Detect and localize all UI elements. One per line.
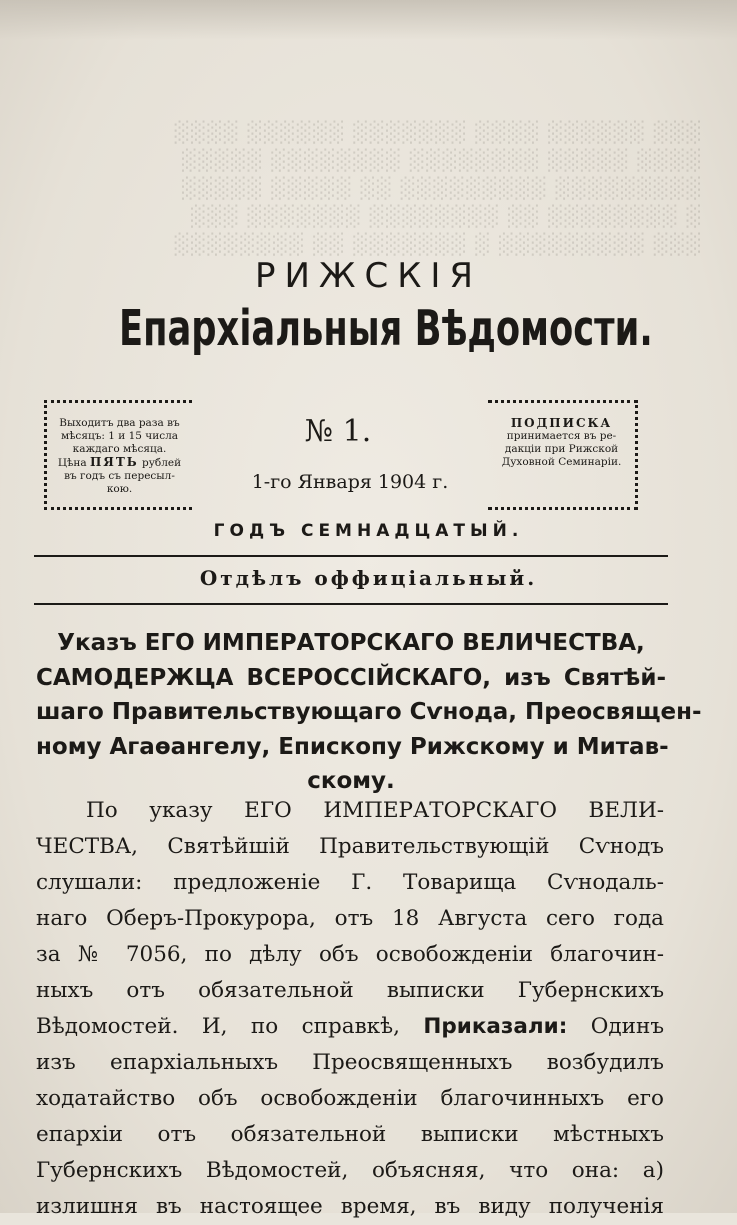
decree-heading-line: скому. (307, 768, 395, 794)
body-text: Одинъ (590, 1014, 664, 1039)
subscription-info-box (488, 400, 638, 510)
body-line-mixed (36, 1009, 664, 1045)
subscription-line2: принимается въ ре- (506, 430, 617, 442)
issue-date: 1-го Января 1904 г. (251, 471, 449, 493)
publication-frequency-line3: каждаго мѣсяца. (72, 443, 167, 455)
masthead-title-line1: РИЖСКІЯ (254, 256, 483, 296)
divider-bottom (34, 603, 668, 605)
body-line: По указу ЕГО ИМПЕРАТОРСКАГО ВЕЛИ- (86, 798, 664, 823)
body-line: слушали: предложеніе Г. Товарища Сѵнодаль- (36, 870, 664, 895)
body-line: ЧЕСТВА, Святѣйшій Правительствующій Сѵнодъ (36, 834, 664, 859)
body-line: наго Оберъ-Прокурора, отъ 18 Августа сего года (36, 906, 664, 931)
body-line: за № 7056, по дѣлу объ освобожденіи благочин- (36, 942, 664, 967)
decree-body (36, 793, 664, 1225)
decree-heading (36, 626, 702, 799)
price-label: Цѣна (57, 457, 87, 469)
price-line (51, 456, 188, 470)
body-line: ныхъ отъ обязательной выписки Губернскихъ (36, 978, 664, 1003)
masthead-title-line2: Епархіальныя Вѣдомости. (119, 300, 653, 357)
page-edge-shadow (0, 0, 737, 40)
body-line: изъ епархіальныхъ Преосвященныхъ возбудилъ (36, 1050, 664, 1075)
publication-frequency-line2: мѣсяцъ: 1 и 15 числа (60, 430, 179, 442)
publication-info-box (44, 400, 192, 510)
publication-frequency-line1: Выходитъ два раза въ (59, 417, 180, 429)
price-line2: въ годъ съ пересыл- (64, 470, 175, 482)
decree-heading-line: ному Агаѳангелу, Епископу Рижскому и Митав- (36, 733, 669, 760)
decree-heading-line: шаго Правительствующаго Сѵнода, Преосвящен- (36, 699, 702, 725)
body-emphasis: Приказали: (423, 1014, 568, 1039)
divider-top (34, 555, 668, 557)
body-text: Вѣдомостей. И, по справкѣ, (36, 1014, 400, 1039)
bleed-through-text: ░░░ ░░░░░░ ░░░░ ░░░░░░░ ░░░░░░ ░░░░ ░░░░ ░░░░░ ░░░░░░░░ ░░░░░░░░ ░░░░░ ░░░░░░░░░ ░░░░░░░░░ ░░ ░░░░░ ░░░░░ ░ ░░░░░░░░ ░░ ░░░░░░░░ ░░░░░░░ ░░░ ░░░ ░░░░░░░░░ ░ ░░░░░░░ ░░ ░░░░░░░░ (171, 120, 700, 256)
decree-heading-line: САМОДЕРЖЦА ВСЕРОССІЙСКАГО, изъ Святѣй- (36, 664, 666, 691)
price-amount: ПЯТЬ (89, 455, 139, 469)
issue-number: № 1. (304, 414, 372, 449)
price-unit: рублей (142, 457, 182, 469)
body-line: ходатайство объ освобожденіи благочинныхъ его (36, 1086, 664, 1111)
subscription-line3: дакціи при Рижской (504, 443, 619, 455)
body-line: епархіи отъ обязательной выписки мѣстныхъ (36, 1122, 664, 1147)
body-line: излишня въ настоящее время, въ виду полученія (36, 1194, 664, 1219)
subscription-heading: ПОДПИСКА (510, 416, 613, 430)
publication-year: ГОДЪ СЕМНАДЦАТЫЙ. (213, 521, 524, 541)
subscription-line4: Духовной Семинаріи. (501, 456, 622, 468)
price-line3: кою. (106, 483, 133, 495)
body-line: Губернскихъ Вѣдомостей, объясняя, что она: а) (36, 1158, 664, 1183)
section-title: Отдѣлъ оффиціальный. (199, 566, 538, 590)
decree-heading-line: Указъ ЕГО ИМПЕРАТОРСКАГО ВЕЛИЧЕСТВА, (57, 630, 645, 656)
